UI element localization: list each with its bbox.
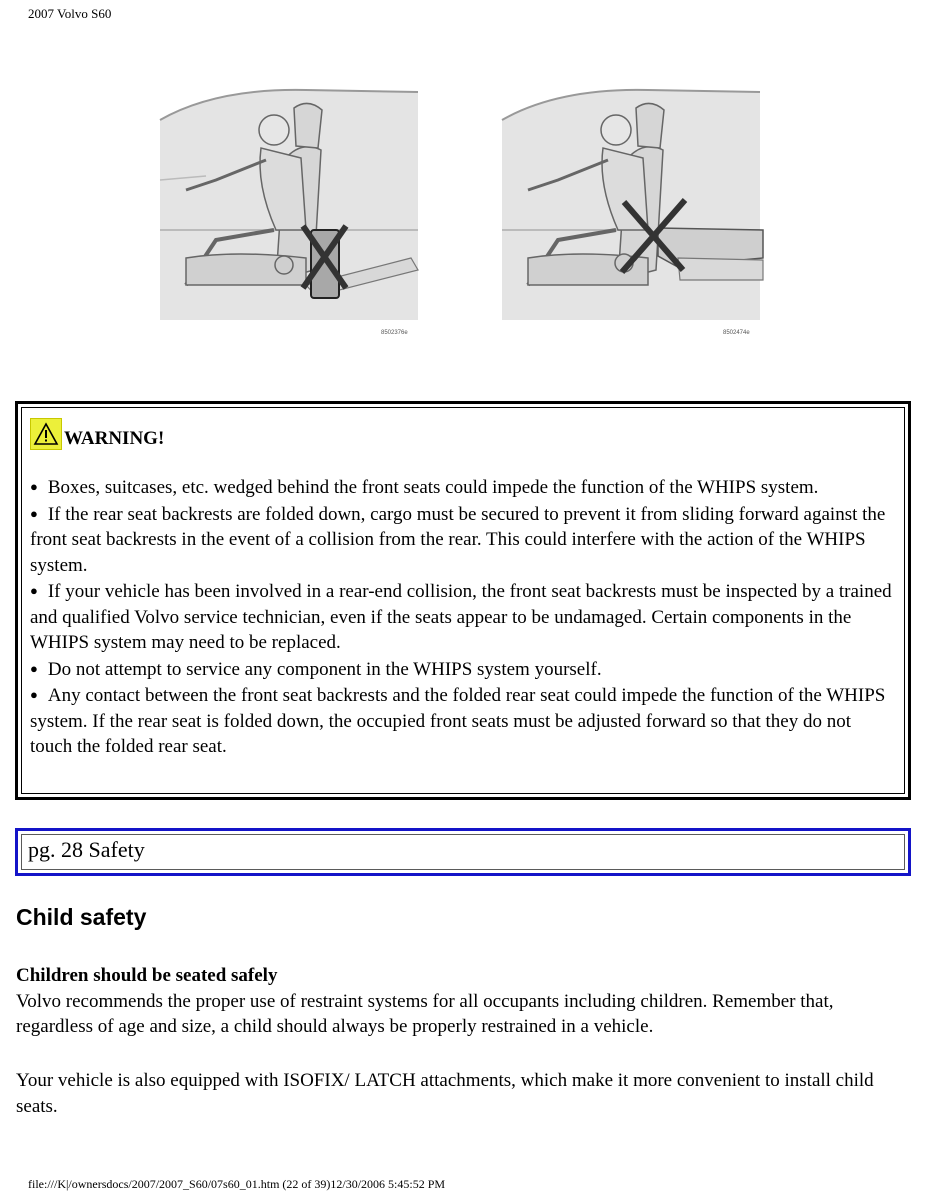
section-title: Child safety [16,904,147,930]
document-footer: file:///K|/ownersdocs/2007/2007_S60/07s60_01.htm (22 of 39)12/30/2006 5:45:52 PM [28,1177,446,1191]
bullet-icon: ● [30,479,38,494]
illustration-folded-rear-seat [498,80,768,338]
section-subtitle: Children should be seated safely [16,965,278,986]
warning-item: ● Any contact between the front seat backrests and the folded rear seat could impede the function of the WHIPS system. If the rear seat is folded down, the occupied front seats must be adjusted forward so that they do not touch the folded rear seat. [30,685,886,757]
warning-item: ● If the rear seat backrests are folded down, cargo must be secured to prevent it from sliding forward against the front seat backrests in the event of a collision from the rear. This could interfere with the action of the WHIPS system. [30,503,886,576]
illustration-box-behind-seat [156,80,426,338]
section-body [16,963,906,1040]
warning-box [15,401,911,800]
bullet-icon: ● [30,505,38,521]
paragraph-restraints: Volvo recommends the proper use of restraint systems for all occupants including children. Remember that, regardless of age and size, a child should always be properly restrained in a vehicle. [16,990,834,1037]
warning-list [30,474,896,760]
bullet-icon: ● [30,687,38,702]
warning-header [30,418,896,450]
page-reference-box [15,828,911,876]
warning-triangle-icon [30,418,62,450]
warning-item: ● Do not attempt to service any component in the WHIPS system yourself. [30,658,602,680]
illustration-code-left: 8502376e [381,330,408,336]
paragraph-isofix: Your vehicle is also equipped with ISOFIX/ LATCH attachments, which make it more convenient to install child seats. [16,1070,874,1117]
page-reference: pg. 28 Safety [21,834,905,870]
illustration-code-right: 8502474e [723,330,750,336]
document-header: 2007 Volvo S60 [28,6,112,21]
warning-item: ● If your vehicle has been involved in a rear-end collision, the front seat backrests must be inspected by a trained and qualified Volvo service technician, even if the seats appear to be undamaged. Certain components in the WHIPS system may need to be replaced. [30,581,892,653]
warning-title: WARNING! [64,428,165,449]
warning-item: ● Boxes, suitcases, etc. wedged behind the front seats could impede the function of the WHIPS system. [30,477,819,498]
bullet-icon: ● [30,660,38,676]
bullet-icon: ● [30,583,38,598]
